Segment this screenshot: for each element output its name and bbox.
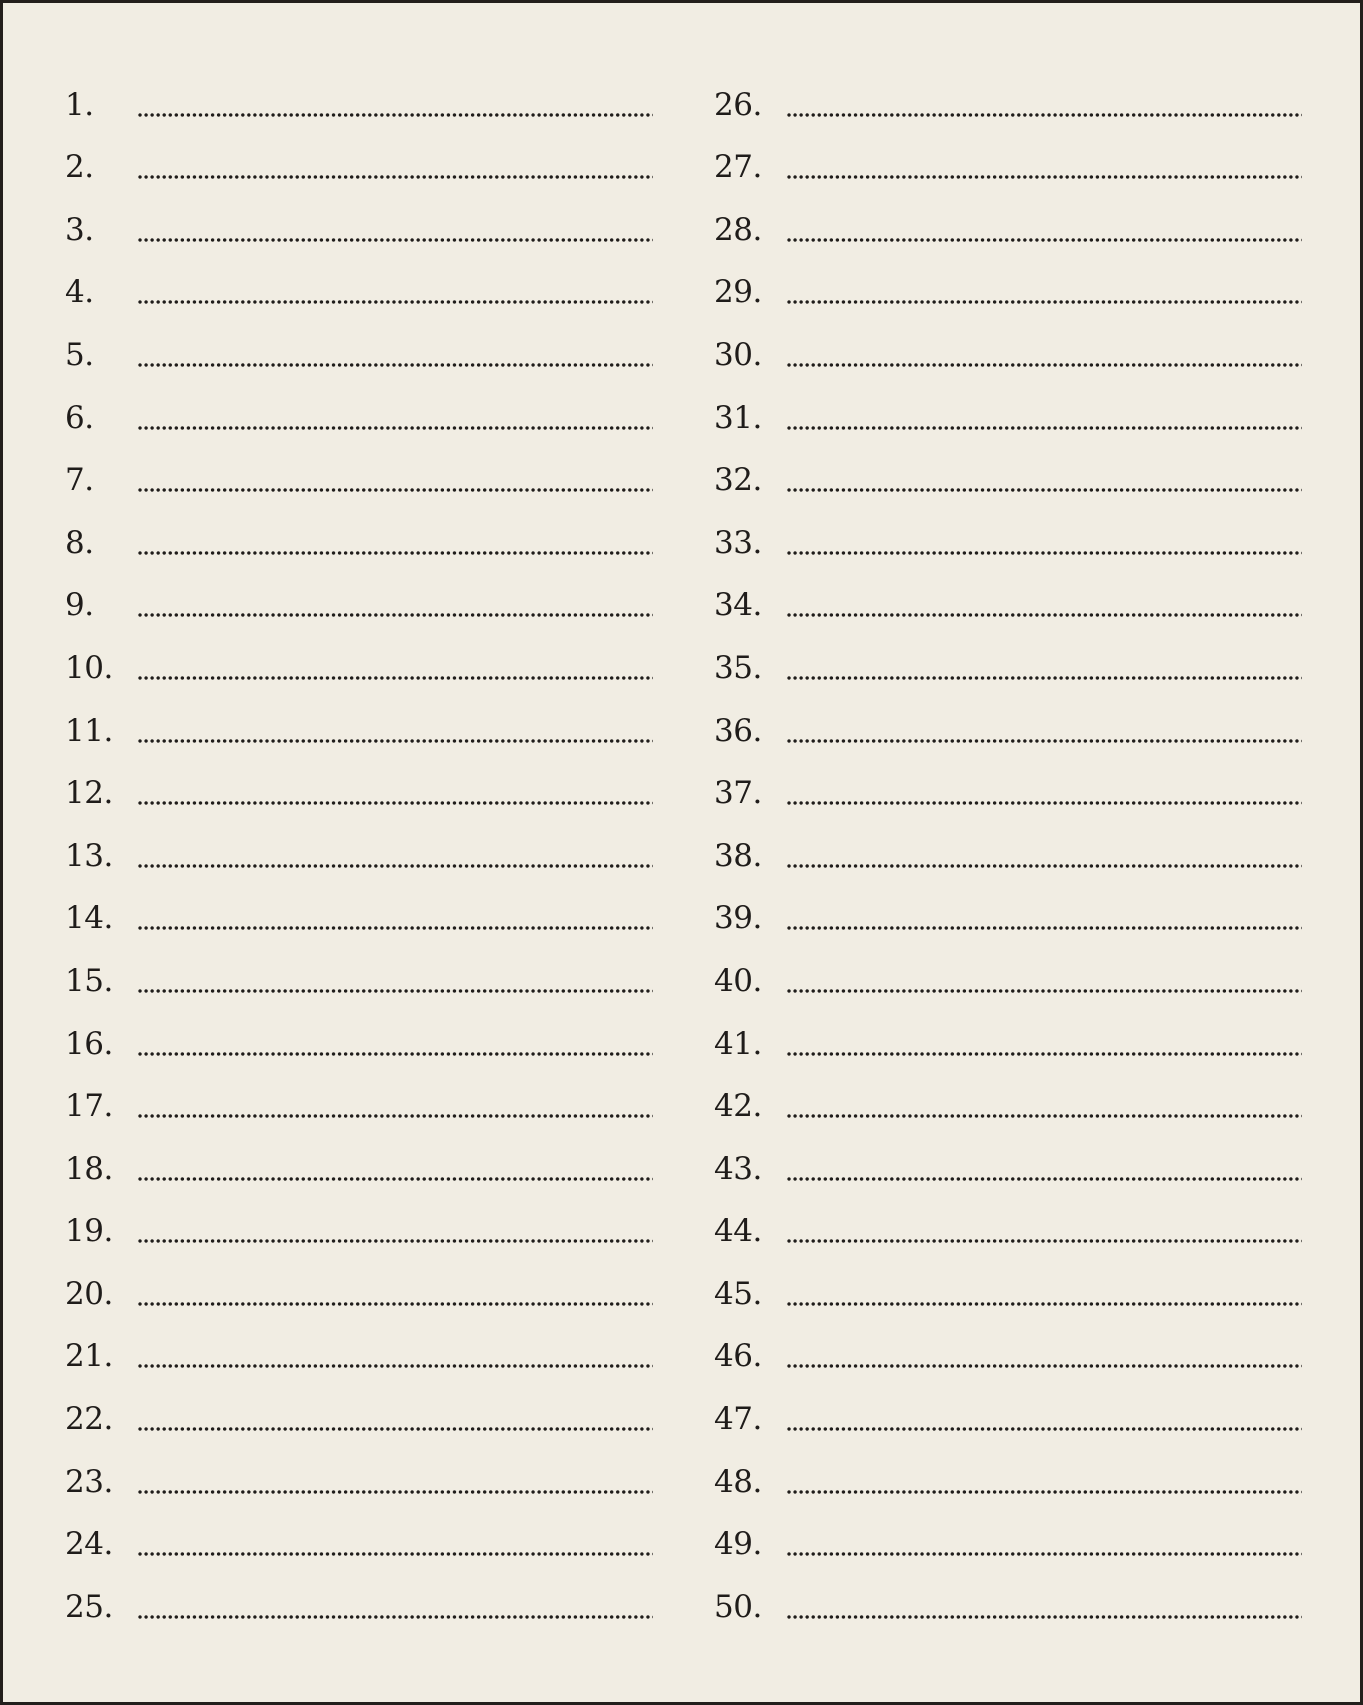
numbered-entry (65, 568, 685, 631)
dotted-answer-line[interactable] (137, 923, 653, 933)
numbered-entry (65, 505, 685, 568)
numbered-entry (65, 1256, 685, 1319)
entry-number: 32. (714, 462, 762, 499)
entry-number: 46. (714, 1338, 762, 1375)
entry-number: 18. (65, 1150, 113, 1187)
dotted-answer-line[interactable] (137, 1299, 653, 1309)
dotted-answer-line[interactable] (137, 110, 653, 120)
numbered-entry (714, 1194, 1334, 1257)
numbered-entry (714, 1131, 1334, 1194)
entry-number: 45. (714, 1275, 762, 1312)
numbered-entry (714, 568, 1334, 631)
entry-number: 26. (714, 86, 762, 123)
dotted-answer-line[interactable] (137, 986, 653, 996)
entry-number: 37. (714, 775, 762, 812)
entry-number: 48. (714, 1463, 762, 1500)
entry-number: 25. (65, 1588, 113, 1625)
entry-number: 1. (65, 86, 94, 123)
entry-number: 33. (714, 524, 762, 561)
numbered-entry (65, 1381, 685, 1444)
numbered-entry (714, 380, 1334, 443)
entry-number: 3. (65, 211, 94, 248)
entry-number: 41. (714, 1025, 762, 1062)
entry-number: 23. (65, 1463, 113, 1500)
dotted-answer-line[interactable] (137, 485, 653, 495)
numbered-entry (714, 1569, 1334, 1632)
dotted-answer-line[interactable] (786, 1487, 1302, 1497)
entry-number: 22. (65, 1401, 113, 1438)
entry-number: 50. (714, 1588, 762, 1625)
dotted-answer-line[interactable] (786, 110, 1302, 120)
entry-number: 19. (65, 1213, 113, 1250)
dotted-answer-line[interactable] (137, 1174, 653, 1184)
dotted-answer-line[interactable] (786, 1549, 1302, 1559)
entry-number: 34. (714, 587, 762, 624)
dotted-answer-line[interactable] (137, 423, 653, 433)
numbered-entry (714, 1319, 1334, 1382)
dotted-answer-line[interactable] (786, 1174, 1302, 1184)
dotted-answer-line[interactable] (137, 235, 653, 245)
dotted-answer-line[interactable] (786, 986, 1302, 996)
dotted-answer-line[interactable] (137, 798, 653, 808)
dotted-answer-line[interactable] (786, 1361, 1302, 1371)
entry-number: 24. (65, 1526, 113, 1563)
dotted-answer-line[interactable] (786, 548, 1302, 558)
numbered-entry (65, 943, 685, 1006)
entry-number: 29. (714, 274, 762, 311)
numbered-entry (65, 192, 685, 255)
numbered-entry (65, 255, 685, 318)
numbered-entry (65, 380, 685, 443)
dotted-answer-line[interactable] (786, 1236, 1302, 1246)
dotted-answer-line[interactable] (137, 1111, 653, 1121)
numbered-entry (65, 130, 685, 193)
numbered-entry (65, 1319, 685, 1382)
entry-number: 13. (65, 837, 113, 874)
entry-number: 44. (714, 1213, 762, 1250)
numbered-entry (65, 1006, 685, 1069)
numbered-entry (65, 317, 685, 380)
entry-number: 11. (65, 712, 113, 749)
numbered-entry (714, 1507, 1334, 1570)
entry-number: 15. (65, 962, 113, 999)
numbered-entry (65, 1569, 685, 1632)
dotted-answer-line[interactable] (137, 1236, 653, 1246)
entry-number: 16. (65, 1025, 113, 1062)
entry-number: 47. (714, 1401, 762, 1438)
numbered-entry (65, 630, 685, 693)
entry-number: 35. (714, 649, 762, 686)
dotted-answer-line[interactable] (786, 1424, 1302, 1434)
dotted-answer-line[interactable] (137, 736, 653, 746)
numbered-entry (65, 67, 685, 130)
numbered-entry (714, 630, 1334, 693)
numbered-entry (714, 756, 1334, 819)
dotted-answer-line[interactable] (137, 172, 653, 182)
numbered-entry (714, 443, 1334, 506)
entry-number: 14. (65, 900, 113, 937)
entry-number: 9. (65, 587, 94, 624)
numbered-entry (65, 1444, 685, 1507)
dotted-answer-line[interactable] (137, 673, 653, 683)
numbered-entry (714, 881, 1334, 944)
dotted-answer-line[interactable] (137, 360, 653, 370)
numbered-entry (714, 255, 1334, 318)
numbered-entry (714, 693, 1334, 756)
dotted-answer-line[interactable] (786, 423, 1302, 433)
dotted-answer-line[interactable] (786, 360, 1302, 370)
dotted-answer-line[interactable] (137, 610, 653, 620)
dotted-answer-line[interactable] (137, 548, 653, 558)
dotted-answer-line[interactable] (786, 235, 1302, 245)
right-number-column (714, 67, 1334, 1632)
dotted-answer-line[interactable] (786, 923, 1302, 933)
dotted-answer-line[interactable] (786, 485, 1302, 495)
entry-number: 43. (714, 1150, 762, 1187)
numbered-entry (65, 443, 685, 506)
numbered-entry (65, 1131, 685, 1194)
entry-number: 21. (65, 1338, 113, 1375)
entry-number: 30. (714, 336, 762, 373)
dotted-answer-line[interactable] (786, 673, 1302, 683)
entry-number: 40. (714, 962, 762, 999)
entry-number: 12. (65, 775, 113, 812)
entry-number: 2. (65, 149, 94, 186)
entry-number: 31. (714, 399, 762, 436)
dotted-answer-line[interactable] (137, 1549, 653, 1559)
numbered-entry (65, 1194, 685, 1257)
numbered-entry (714, 1256, 1334, 1319)
numbered-entry (714, 943, 1334, 1006)
dotted-answer-line[interactable] (786, 1612, 1302, 1622)
dotted-answer-line[interactable] (786, 172, 1302, 182)
entry-number: 20. (65, 1275, 113, 1312)
dotted-answer-line[interactable] (137, 1487, 653, 1497)
entry-number: 38. (714, 837, 762, 874)
entry-number: 17. (65, 1088, 113, 1125)
entry-number: 4. (65, 274, 94, 311)
dotted-answer-line[interactable] (786, 861, 1302, 871)
dotted-answer-line[interactable] (137, 1424, 653, 1434)
numbered-entry (714, 317, 1334, 380)
numbered-entry (65, 693, 685, 756)
numbered-entry (714, 192, 1334, 255)
entry-number: 49. (714, 1526, 762, 1563)
numbered-entry (714, 1006, 1334, 1069)
dotted-answer-line[interactable] (786, 610, 1302, 620)
dotted-answer-line[interactable] (137, 861, 653, 871)
dotted-answer-line[interactable] (137, 297, 653, 307)
numbered-entry (714, 1444, 1334, 1507)
numbered-entry (65, 818, 685, 881)
numbered-entry (714, 130, 1334, 193)
numbered-entry (714, 1381, 1334, 1444)
dotted-answer-line[interactable] (786, 297, 1302, 307)
entry-number: 7. (65, 462, 94, 499)
numbered-entry (65, 1507, 685, 1570)
dotted-answer-line[interactable] (137, 1049, 653, 1059)
numbered-entry (714, 818, 1334, 881)
numbered-entry (65, 881, 685, 944)
numbered-entry (714, 67, 1334, 130)
numbered-entry (65, 1069, 685, 1132)
dotted-answer-line[interactable] (137, 1612, 653, 1622)
dotted-answer-line[interactable] (137, 1361, 653, 1371)
entry-number: 27. (714, 149, 762, 186)
numbered-entry (714, 505, 1334, 568)
entry-number: 5. (65, 336, 94, 373)
dotted-answer-line[interactable] (786, 1049, 1302, 1059)
entry-number: 10. (65, 649, 113, 686)
numbered-entry (65, 756, 685, 819)
entry-number: 36. (714, 712, 762, 749)
dotted-answer-line[interactable] (786, 736, 1302, 746)
left-number-column (65, 67, 685, 1632)
entry-number: 8. (65, 524, 94, 561)
dotted-answer-line[interactable] (786, 798, 1302, 808)
entry-number: 28. (714, 211, 762, 248)
dotted-answer-line[interactable] (786, 1299, 1302, 1309)
numbered-entry (714, 1069, 1334, 1132)
entry-number: 39. (714, 900, 762, 937)
dotted-answer-line[interactable] (786, 1111, 1302, 1121)
entry-number: 42. (714, 1088, 762, 1125)
entry-number: 6. (65, 399, 94, 436)
